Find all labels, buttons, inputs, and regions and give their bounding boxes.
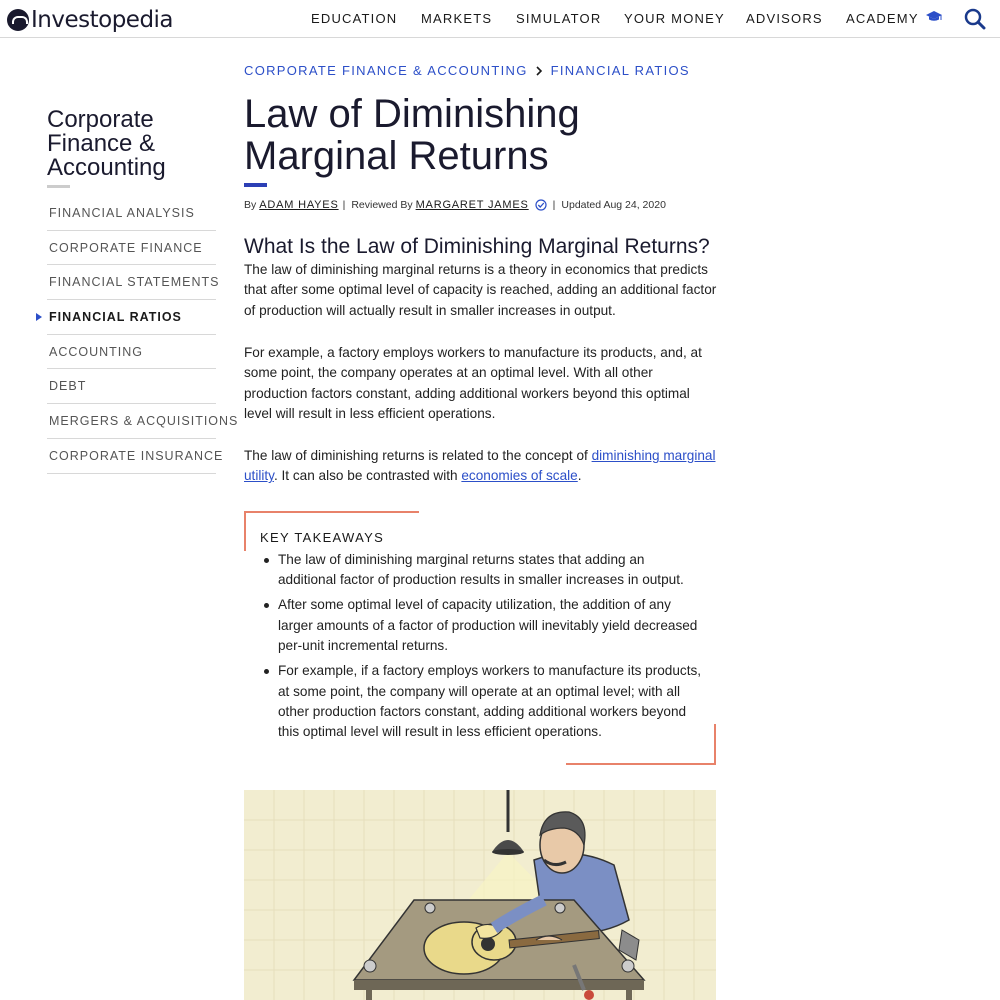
para3-text-before: The law of diminishing returns is related to the concept of bbox=[244, 448, 592, 463]
sidebar-item-financial-analysis[interactable] bbox=[47, 196, 216, 231]
sidebar-item-label: FINANCIAL ANALYSIS bbox=[49, 205, 195, 220]
updated-date: Updated Aug 24, 2020 bbox=[561, 199, 666, 211]
sidebar-item-label: CORPORATE FINANCE bbox=[49, 240, 203, 255]
worker-repairing-guitar-illustration bbox=[244, 790, 716, 1000]
link-diminishing-marginal-utility[interactable]: diminishing marginal utility bbox=[244, 448, 716, 484]
article-illustration bbox=[244, 790, 716, 1000]
graduation-cap-icon bbox=[926, 11, 942, 23]
sidebar-item-financial-statements[interactable] bbox=[47, 265, 220, 300]
takeaway-item: After some optimal level of capacity utilization, the addition of any larger amounts of a factor of production will inevitably yield decreased per-unit incremental returns. bbox=[278, 595, 703, 656]
site-header bbox=[0, 0, 1000, 38]
nav-education[interactable]: EDUCATION bbox=[311, 11, 398, 26]
sidebar-item-label: CORPORATE INSURANCE bbox=[49, 448, 224, 463]
logo-text: Investopedia bbox=[31, 7, 174, 33]
active-arrow-icon bbox=[36, 313, 42, 321]
reviewer-link[interactable]: MARGARET JAMES bbox=[415, 199, 529, 211]
byline bbox=[244, 199, 666, 211]
byline-separator: | bbox=[552, 199, 556, 211]
article-paragraph-2: For example, a factory employs workers to manufacture its products, and, at some point, the company operates at an optimal level. With all other production factors constant, adding additional workers beyond this optimal level will result in less efficient operations. bbox=[244, 345, 702, 421]
key-takeaways-list bbox=[278, 550, 703, 747]
title-underline bbox=[244, 183, 267, 187]
sidebar-item-corporate-insurance[interactable] bbox=[47, 439, 224, 474]
sidebar-item-label: DEBT bbox=[49, 379, 87, 394]
sidebar-item-label: ACCOUNTING bbox=[49, 344, 144, 359]
section-heading: What Is the Law of Diminishing Marginal Returns? bbox=[244, 235, 710, 258]
nav-academy-label: ACADEMY bbox=[846, 11, 919, 26]
page-title: Law of Diminishing Marginal Returns bbox=[244, 92, 580, 178]
breadcrumb-link-financial-ratios[interactable]: FINANCIAL RATIOS bbox=[550, 63, 690, 78]
reviewed-by-label: Reviewed By bbox=[351, 199, 413, 211]
link-economies-of-scale[interactable]: economies of scale bbox=[461, 468, 578, 484]
para3-text-after: . bbox=[577, 468, 582, 484]
article-paragraph-3 bbox=[244, 446, 719, 487]
chevron-right-icon bbox=[536, 66, 543, 76]
para3-text-middle: . It can also be contrasted with bbox=[273, 468, 462, 484]
logo-mark-icon bbox=[7, 9, 29, 31]
article-paragraph-1: The law of diminishing marginal returns is a theory in economics that predicts that after some optimal level of capacity is reached, adding an additional factor of production will actually result in smaller increases in output. bbox=[244, 262, 717, 318]
breadcrumb-link-corporate-finance-accounting[interactable]: CORPORATE FINANCE & ACCOUNTING bbox=[244, 63, 528, 78]
nav-markets[interactable]: MARKETS bbox=[421, 11, 493, 26]
takeaway-item: For example, if a factory employs workers to manufacture its products, at some point, the company will operate at an optimal level; with all other production factors constant, adding additional workers beyond this optimal level will result in less efficient operations. bbox=[278, 661, 703, 742]
nav-academy[interactable] bbox=[846, 11, 942, 26]
takeaway-item: The law of diminishing marginal returns states that adding an additional factor of production results in smaller increases in output. bbox=[278, 550, 703, 591]
verified-check-icon bbox=[535, 199, 547, 211]
sidebar-item-accounting[interactable] bbox=[47, 335, 216, 370]
sidebar-item-mergers-acquisitions[interactable] bbox=[47, 404, 239, 439]
breadcrumb bbox=[244, 63, 690, 78]
sidebar-title-divider bbox=[47, 185, 70, 188]
sidebar-item-label: FINANCIAL RATIOS bbox=[49, 309, 182, 324]
key-takeaways-title: KEY TAKEAWAYS bbox=[260, 530, 385, 545]
by-label: By bbox=[244, 199, 257, 211]
sidebar-item-financial-ratios[interactable] bbox=[47, 300, 216, 335]
investopedia-logo[interactable] bbox=[7, 6, 173, 34]
sidebar-item-corporate-finance[interactable] bbox=[47, 231, 216, 266]
sidebar-title[interactable]: Corporate Finance & Accounting bbox=[47, 106, 166, 181]
sidebar-item-debt[interactable] bbox=[47, 369, 216, 404]
nav-advisors[interactable]: ADVISORS bbox=[746, 11, 823, 26]
sidebar-nav bbox=[47, 196, 239, 474]
nav-simulator[interactable]: SIMULATOR bbox=[516, 11, 602, 26]
nav-your-money[interactable]: YOUR MONEY bbox=[624, 11, 725, 26]
sidebar-item-label: MERGERS & ACQUISITIONS bbox=[49, 413, 239, 428]
author-link[interactable]: ADAM HAYES bbox=[259, 199, 339, 211]
search-icon[interactable] bbox=[964, 8, 986, 30]
byline-separator: | bbox=[342, 199, 346, 211]
sidebar-item-label: FINANCIAL STATEMENTS bbox=[49, 275, 220, 290]
